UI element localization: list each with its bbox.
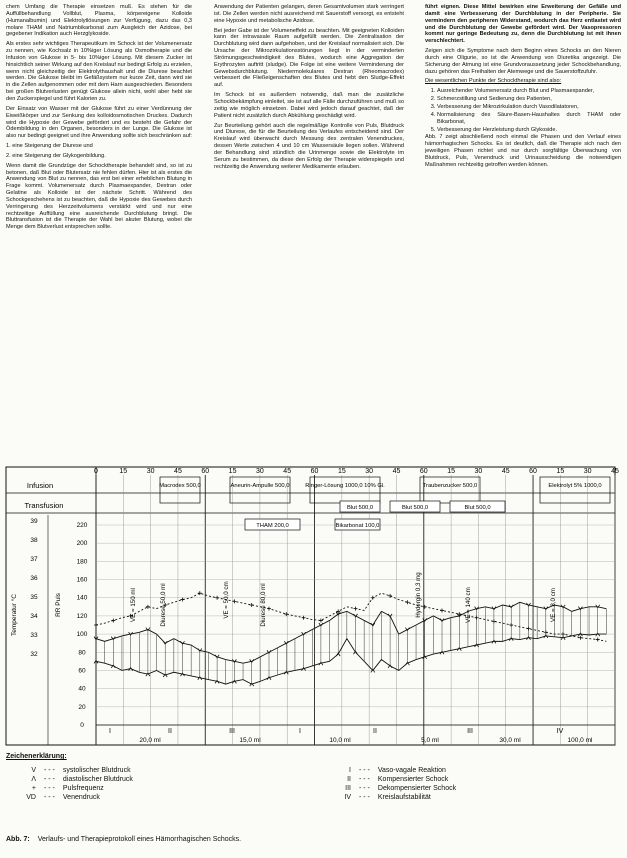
diurese-label: 10,0 ml [329, 737, 351, 744]
infusion-box-label: Traubenzucker 500,0 [422, 483, 478, 489]
chart-annotation: VE = 140 cm [465, 587, 472, 623]
diurese-label: 100,0 ml [567, 737, 593, 744]
temp-tick-label: 35 [30, 594, 38, 601]
legend-symbol: + [31, 785, 36, 792]
time-tick-label: 45 [501, 468, 510, 475]
paragraph: Anwendung der Patienten gelangen, deren Gesamtvolumen stark verringert ist. Die Zellen werden nicht ausreichend mit Sauerstoff versorgt, es entsteht eine Hypoxie und metabolische Azidose. [214, 4, 404, 24]
transfusion-box-label: Bikarbonat 100,0 [335, 523, 380, 529]
rr-tick-label: 220 [76, 522, 88, 529]
rr-tick-label: 100 [76, 631, 88, 639]
pulse-point [440, 608, 444, 612]
pulse-point [181, 598, 185, 602]
temp-tick-label: 32 [30, 651, 38, 658]
rr-tick-label: 0 [80, 722, 84, 729]
legend-text: diastolischer Blutdruck [62, 776, 133, 783]
time-tick-label: 15 [228, 468, 237, 475]
text-column-2 [214, 4, 404, 450]
legend-item [6, 793, 306, 802]
time-tick-label: 15 [447, 468, 456, 475]
pulse-point [111, 618, 115, 622]
legend-text: Venendruck [62, 794, 100, 801]
list-item: 2. Schmerzstillung und Sedierung des Patienten, [437, 96, 621, 103]
time-tick-label: 30 [255, 468, 264, 475]
paragraph: Der Einsatz von Wasser mit der Glukose führt zu einer Verdünnung der Eiweißkörper und zur Senkung des kolloidosmotischen Druckes. Dadurch wird die Hypoxie der Gewebe gefördert und es besteht die Gefahr der Ödembildung in den Organen, besonders in der Lunge. Die Glukose ist also nur bedingt geeignet und ihre Anwendung sollte sich beschränken auf: [6, 105, 192, 140]
paragraph: Im Schock ist es außerdem notwendig, daß man die zusätzliche Schockbekämpfung einleitet, sie ist auf alle Fälle durchzuführen und muß so zeitig wie möglich einsetzen. Dabei wird jedoch darauf geachtet, daß der Patient nicht zusätzlich durch Abkühlung geschädigt wird. [214, 92, 404, 119]
time-tick-label: 45 [174, 468, 182, 475]
chart-annotation: Hydergin 0,3 mg [415, 572, 422, 618]
pulse-point [267, 607, 271, 611]
rr-tick-label: 80 [78, 649, 86, 657]
phase-label: I [109, 728, 111, 735]
pulse-point [423, 605, 427, 609]
legend-symbol: Λ [31, 776, 36, 783]
legend-dash: - - - [44, 794, 55, 801]
pulse-point [371, 596, 375, 600]
rr-tick-label: 120 [76, 612, 88, 620]
text-column-3 [425, 4, 621, 450]
temp-tick-label: 37 [30, 556, 38, 563]
time-tick-label: 15 [119, 468, 128, 475]
legend-text: systolischer Blutdruck [62, 767, 131, 774]
time-tick-label: 30 [365, 468, 374, 475]
legend-dash: - - - [44, 785, 55, 792]
pulse-point [284, 612, 288, 616]
temp-tick-label: 33 [30, 632, 38, 639]
legend-item [6, 784, 306, 793]
temp-tick-label: 34 [30, 613, 38, 620]
transfusion-box-label: Blut 500,0 [464, 505, 491, 511]
time-tick-label: 60 [419, 468, 428, 475]
paragraph: chem Umfang die Therapie einsetzen muß. Es stehen für die Auffüllbehandlung Vollblut, Plasma, körpereigene Kolloide (Humanalbumin) und Elektrolytlösungen zur Verfügung, dazu das 0,3 molare THAM und Natriumbikarbonat zum Ausgleich der Azidose, bei gegebener Indikation auch Herzglykoside. [6, 4, 192, 38]
pulse-point [578, 636, 582, 640]
paragraph: 2. eine Steigerung der Glykogenbildung. [6, 152, 106, 159]
paragraph: Abb. 7 zeigt abschließend noch einmal die Phasen und den Verlauf eines hämorrhagischen Schocks. Es ist deutlich, daß die Therapie sich nach den jeweiligen Phasen richtet und nur durch sorgfältige Überwachung von Blutdruck, Puls, Venendruck und Urinausscheidung die notwendigen Maßnahmen rechtzeitig getroffen werden können. [425, 134, 621, 168]
systolic-line [96, 602, 606, 663]
figure-caption [6, 836, 621, 843]
legend-symbol: I [349, 767, 351, 774]
list-item: 5. Verbesserung der Herzleistung durch Glykoside. [437, 127, 621, 134]
paragraph: Zeigen sich die Symptome nach dem Beginn eines Schocks an den Nieren durch eine Oligurie, so ist die Anwendung von Diuretika angezeigt. Die Sicherung der Atmung ist eine Grundvoraussetzung jeder Schockbehandlung, dazu gehören das Freihalten der Atemwege und die Sauerstoffzufuhr. [425, 48, 621, 75]
time-tick-label: 15 [337, 468, 346, 475]
infusion-box [540, 477, 610, 503]
temperature-axis-label: Temperatur °C [11, 594, 18, 636]
caption-label: Abb. 7: [6, 836, 30, 843]
diurese-label: 30,0 ml [499, 737, 521, 744]
chart-annotation: Diurese 50,0 ml [160, 583, 167, 627]
therapy-list [425, 88, 621, 133]
time-tick-label: 45 [611, 468, 619, 475]
legend-right [321, 766, 621, 802]
phase-label: II [168, 728, 172, 735]
caption-text: Verlaufs- und Therapieprotokoll eines Hämorrhagischen Schocks. [37, 836, 242, 843]
chart-frame [6, 467, 615, 745]
temp-tick-label: 38 [30, 537, 38, 544]
temp-tick-label: 36 [30, 575, 38, 582]
infusion-box [420, 477, 480, 503]
pulse-point [388, 594, 392, 598]
infusion-box-label: Elektrolyt 5% 1000,0 [548, 483, 602, 489]
legend-dash: - - - [44, 776, 55, 783]
time-tick-label: 60 [201, 468, 210, 475]
legend-dash: - - - [359, 794, 370, 801]
transfusion-box-label: Blut 500,0 [401, 505, 429, 511]
legend-text: Vaso-vagale Reaktion [377, 767, 446, 774]
phase-label: II [373, 728, 377, 735]
phase-label: III [229, 728, 235, 735]
time-tick-label: 30 [474, 468, 483, 475]
legend-text: Dekompensierter Schock [377, 785, 457, 792]
infusion-box-label: Macrodex 500,0 [159, 483, 201, 489]
rr-tick-label: 200 [76, 540, 88, 548]
time-tick-label: 60 [310, 468, 319, 475]
pulse-point [198, 591, 202, 595]
legend-item [321, 775, 621, 784]
pulse-point [596, 638, 600, 642]
legend-dash: - - - [359, 767, 370, 774]
temp-tick-label: 39 [30, 518, 38, 525]
infusion-box-label: Aneurin-Ampulle 500,0 [230, 483, 290, 489]
pulse-point [302, 616, 306, 620]
legend-symbol: II [347, 776, 351, 783]
phase-label: IV [556, 728, 564, 735]
legend-item [6, 775, 306, 784]
list-title: Die wesentlichen Punkte der Schocktherapie sind also: [425, 78, 562, 85]
list-item: 1. Ausreichender Volumenersatz durch Blut und Plasmaexpander, [437, 88, 621, 95]
paragraph: führt eignen. Diese Mittel bewirken eine Erweiterung der Gefäße und damit eine Verbesserung der Durchblutung in der Peripherie. Sie vermindern den peripheren Widerstand, wodurch das Herz entlastet wird und die Durchblutung der Gewebe gefördert wird. Der Vasopressoren kommt nur geringe Bedeutung zu, denn die Durchblutung ist mit ihnen verschlechtert. [425, 4, 621, 45]
pulse-point [94, 623, 98, 627]
time-tick-label: 0 [94, 468, 98, 475]
phase-label: III [467, 728, 473, 735]
shock-protocol-chart [0, 455, 627, 750]
transfusion-box-label: Blut 500,0 [346, 505, 374, 511]
paragraph: 1. eine Steigerung der Diurese und [6, 143, 93, 150]
pulse-point [354, 607, 358, 611]
legend-symbol: V [31, 767, 36, 774]
legend-text: Kreislaufstabilität [377, 794, 431, 801]
time-tick-label: 15 [556, 468, 565, 475]
transfusion-row-label: Transfusion [24, 501, 64, 510]
legend-symbol: III [345, 785, 351, 792]
list-item: 3. Verbesserung der Mikrozirkulation durch Vasodilatatoren, [437, 104, 621, 111]
infusion-box-label: Ringer-Lösung 1000,0 10% Gl. [305, 483, 385, 489]
time-tick-label: 45 [283, 468, 292, 475]
time-tick-label: 30 [146, 468, 155, 475]
pulse-point [250, 603, 254, 607]
time-tick-label: 60 [529, 468, 537, 475]
legend-item [321, 766, 621, 775]
diurese-label: 15,0 ml [239, 737, 261, 744]
pulse-point [405, 600, 409, 604]
pulse-point [146, 605, 150, 609]
legend-symbol: IV [344, 794, 351, 801]
legend-item [321, 793, 621, 802]
diastolic-line [96, 634, 606, 684]
rr-tick-label: 180 [76, 558, 88, 566]
rr-tick-label: 20 [78, 703, 86, 711]
rr-tick-label: 60 [78, 667, 86, 675]
rr-tick-label: 140 [76, 594, 88, 602]
legend-text: Pulsfrequenz [62, 785, 104, 792]
rr-tick-label: 160 [76, 576, 88, 584]
legend-text: Kompensierter Schock [377, 776, 449, 783]
paragraph: Zur Beurteilung gehört auch die regelmäßige Kontrolle von Puls, Blutdruck und Diurese, die für die Beurteilung des Verlaufes entscheidend sind. Der Kreislauf wird überwacht durch Messung des zentralen Venendruckes, dessen Werte zwischen 4 und 10 cm Wassersäule liegen sollen. Während der Behandlung sind stündlich die Urinmenge sowie die Elektrolyte im Serum zu bestimmen, da diese den Erfolg der Therapie widerspiegeln und rechtzeitig die Anwendung weiterer Medikamente erlauben. [214, 122, 404, 170]
legend-dash: - - - [359, 776, 370, 783]
transfusion-box-label: THAM 200,0 [256, 523, 289, 529]
rr-tick-label: 40 [78, 685, 86, 693]
diurese-label: 5,0 ml [421, 737, 439, 744]
infusion-box [310, 477, 380, 503]
legend-title: Zeichenerklärung: [6, 753, 67, 760]
legend-symbol: VD [26, 794, 36, 801]
infusion-row-label: Infusion [26, 481, 54, 490]
pulse-point [232, 599, 236, 603]
paragraph: Als erstes sehr wichtiges Therapeutikum im Schock ist der Volumenersatz zu nennen, wie Kochsalz in 10%iger Lösung als Osmotherapie und die Infusion von Glukose in 5- bis 10%iger Lösung. Mit diesem Zucker ist hinsichtlich seiner Wirkung auf den Kreislauf nur bedingt Erfolg zu erzielen, wenn nicht gleichzeitig der Elektrolythaushalt und die Diurese beachtet werden. Die Glukose bleibt im Gefäßsystem nur kurze Zeit, dann wird sie in die Zellen aufgenommen oder mit dem Harn ausgeschieden. Besonders bei großen Blutverlusten genügt Glukose allein nicht, wohl aber hebt sie den Zuckerspiegel und führt Kalorien zu. [6, 41, 192, 102]
text-column-1 [6, 4, 192, 450]
paragraph: Wenn damit die Grundzüge der Schocktherapie behandelt sind, so ist zu betonen, daß Blut oder Blutersatz nie fehlen dürfen. Hier ist als erstes die Anwendung von Blut zu nennen, das erst bei einer erheblichen Blutung in Frage kommt. Volumenersatz durch Plasmaexpander, Dextran oder Gelatine als Kolloide ist der nächste Schritt. Während des Schockgeschehens ist zu beachten, daß die Hypoxie des Gewebes durch Verringerung des Herzzeitvolumens verstärkt wird und nur eine rechtzeitige Auffüllung eine ausreichende Durchblutung bringt. Die Bluttransfusion ist die Therapie der Wahl bei akuter Blutung, wobei die Menge dem Blutverlust entsprechen sollte. [6, 162, 192, 231]
chart-annotation: VE = 150 ml [130, 588, 137, 622]
legend-dash: - - - [44, 767, 55, 774]
pulse-point [215, 596, 219, 600]
chart-annotation: VE = 8,0 cm [550, 588, 557, 622]
legend-item [6, 766, 306, 775]
infusion-box [160, 477, 200, 503]
time-tick-label: 45 [392, 468, 401, 475]
diurese-label: 20,0 ml [139, 737, 161, 744]
pulse-point [319, 618, 323, 622]
list-item: 4. Normalisierung des Säure-Basen-Haushaltes durch THAM oder Bikarbonat, [437, 112, 621, 126]
rr-axis-label: RR Puls [55, 593, 62, 617]
chart-annotation: VE = 50,0 cm [223, 581, 230, 619]
time-tick-label: 30 [583, 468, 592, 475]
legend [6, 753, 621, 823]
phase-label: I [299, 728, 301, 735]
legend-dash: - - - [359, 785, 370, 792]
legend-item [321, 784, 621, 793]
chart-annotation: Diurese 80,0 ml [260, 583, 267, 627]
paragraph: Bei jeder Gabe ist der Volumeneffekt zu beachten. Mit geeigneten Kolloiden kann der intravasale Raum aufgefüllt werden. Die Zentralisation der Durchblutung wird dann aufgehoben, und der Kreislauf normalisiert sich. Die Ursache der Mikrozirkulationsstörungen liegt in der verminderten Strömungsgeschwindigkeit des Blutes, wodurch eine Aggregation der Erythrozyten auftritt (sludge). Die Folge ist eine weitere Verminderung der Gewebsdurchblutung. Niedermolekulares Dextran (Rheomacrodex) verbessert die Fließeigenschaften des Blutes und hebt den Sludge-Effekt auf. [214, 27, 404, 89]
legend-left [6, 766, 306, 802]
